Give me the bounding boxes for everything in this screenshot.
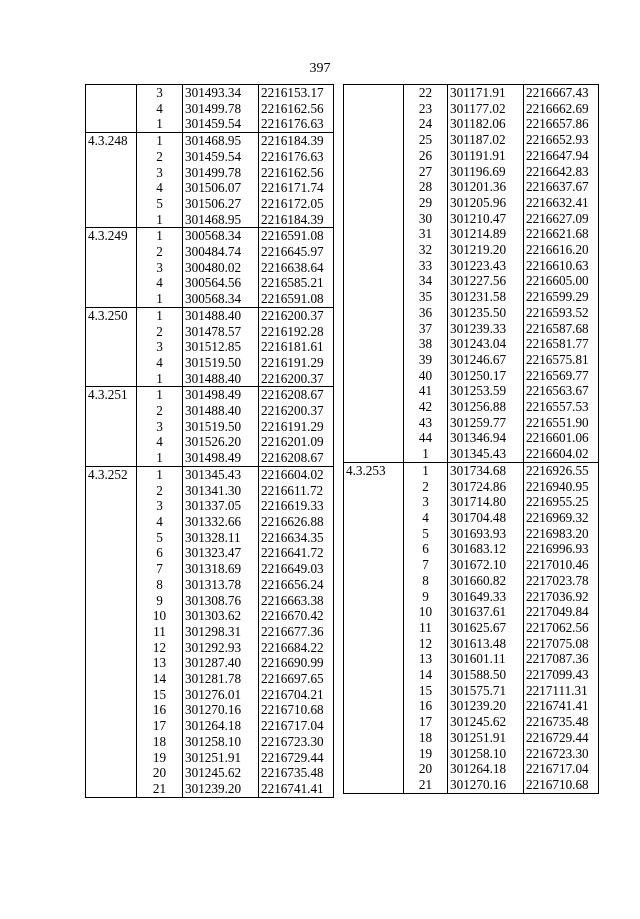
table-row: [344, 462, 599, 478]
point-number-cell: 4: [156, 275, 163, 291]
point-number-cell: 18: [418, 729, 433, 745]
x-coordinate-cell: 300564.56: [183, 275, 259, 291]
point-number-cell: 10: [418, 604, 433, 620]
x-coordinate-cell: 301625.67: [448, 620, 524, 636]
y-coordinate-cell: 2216649.03: [259, 561, 334, 577]
x-coordinate-cell: 301337.05: [183, 498, 259, 514]
y-coordinate-cell: 2216657.86: [524, 116, 599, 132]
y-coordinate-cell: 2216735.48: [259, 765, 334, 781]
y-coordinate-cell: 2216171.74: [259, 180, 334, 196]
x-coordinate-cell: 301264.18: [448, 761, 524, 777]
x-coordinate-cell: 301191.91: [448, 148, 524, 164]
x-coordinate-cell: 301253.59: [448, 383, 524, 399]
point-number-cell: 14: [418, 667, 433, 683]
point-number-cell: 7: [422, 557, 429, 573]
y-coordinate-cell: 2216996.93: [524, 541, 599, 557]
x-coordinate-cell: 301303.62: [183, 608, 259, 624]
x-coordinate-cell: 301171.91: [448, 85, 524, 101]
y-coordinate-cell: 2216184.39: [259, 133, 334, 149]
point-number-cell: 1: [137, 228, 183, 244]
x-coordinate-cell: 301270.16: [183, 702, 259, 718]
x-coordinate-cell: 301313.78: [183, 577, 259, 593]
point-number-cell: 32: [418, 242, 433, 258]
y-coordinate-cell: 2216983.20: [524, 526, 599, 542]
point-number-cell: 28: [418, 179, 433, 195]
point-number-cell: 33: [418, 257, 433, 273]
x-coordinate-cell: 301588.50: [448, 667, 524, 683]
y-coordinate-cell: 2216690.99: [259, 655, 334, 671]
point-number-cell: 26: [418, 147, 433, 163]
point-number-cell: 31: [418, 226, 433, 242]
y-coordinate-cell: 2217075.08: [524, 636, 599, 652]
point-number-cell: 25: [418, 132, 433, 148]
y-coordinate-cell: 2216593.52: [524, 305, 599, 321]
y-coordinate-cell: 2216677.36: [259, 624, 334, 640]
x-coordinate-cell: 301205.96: [448, 195, 524, 211]
x-coordinate-cell: 301246.67: [448, 352, 524, 368]
y-coordinate-cell: 2216729.44: [259, 750, 334, 766]
x-coordinate-cell: 301459.54: [183, 116, 259, 132]
section-number-cell: [344, 85, 404, 463]
x-coordinate-cell: 301328.11: [183, 530, 259, 546]
point-number-cell: 2: [156, 482, 163, 498]
y-coordinate-cell: 2216741.41: [259, 781, 334, 797]
point-number-cell: 21: [137, 781, 183, 797]
y-coordinate-cell: 2216208.67: [259, 450, 334, 466]
y-coordinate-cell: 2216641.72: [259, 545, 334, 561]
point-number-cell: 6: [156, 545, 163, 561]
y-coordinate-cell: 2216201.09: [259, 434, 334, 450]
point-number-cell: 12: [152, 639, 167, 655]
point-number-cell: 39: [418, 351, 433, 367]
y-coordinate-cell: 2216656.24: [259, 577, 334, 593]
x-coordinate-cell: 301498.49: [183, 450, 259, 466]
x-coordinate-cell: 301345.43: [183, 466, 259, 482]
point-number-cell: 1: [404, 446, 448, 462]
y-coordinate-cell: 2216601.06: [524, 430, 599, 446]
x-coordinate-cell: 301506.27: [183, 196, 259, 212]
point-number-cell: 35: [418, 289, 433, 305]
point-number-cell: 27: [418, 163, 433, 179]
x-coordinate-cell: 301478.57: [183, 324, 259, 340]
y-coordinate-cell: 2216634.35: [259, 530, 334, 546]
point-number-cell: 17: [152, 718, 167, 734]
y-coordinate-cell: 2216557.53: [524, 399, 599, 415]
point-number-cell: 43: [418, 414, 433, 430]
y-coordinate-cell: 2216717.04: [259, 718, 334, 734]
x-coordinate-cell: 300480.02: [183, 260, 259, 276]
y-coordinate-cell: 2217062.56: [524, 620, 599, 636]
x-coordinate-cell: 301519.50: [183, 355, 259, 371]
point-number-cell: 4: [156, 100, 163, 116]
point-number-cell: 4: [156, 354, 163, 370]
point-number-cell: 30: [418, 210, 433, 226]
y-coordinate-cell: 2216181.61: [259, 339, 334, 355]
x-coordinate-cell: 301281.78: [183, 671, 259, 687]
x-coordinate-cell: 301223.43: [448, 258, 524, 274]
y-coordinate-cell: 2216191.29: [259, 355, 334, 371]
y-coordinate-cell: 2216723.30: [259, 734, 334, 750]
point-number-cell: 1: [137, 371, 183, 387]
y-coordinate-cell: 2216647.94: [524, 148, 599, 164]
x-coordinate-cell: 301298.31: [183, 624, 259, 640]
y-coordinate-cell: 2216575.81: [524, 352, 599, 368]
x-coordinate-cell: 301499.78: [183, 101, 259, 117]
x-coordinate-cell: 301258.10: [183, 734, 259, 750]
x-coordinate-cell: 301259.77: [448, 415, 524, 431]
section-number-cell: 4.3.253: [344, 462, 404, 793]
x-coordinate-cell: 301177.02: [448, 101, 524, 117]
x-coordinate-cell: 301235.50: [448, 305, 524, 321]
point-number-cell: 19: [152, 749, 167, 765]
y-coordinate-cell: 2216710.68: [259, 702, 334, 718]
x-coordinate-cell: 301714.80: [448, 494, 524, 510]
point-number-cell: 29: [418, 194, 433, 210]
point-number-cell: 5: [156, 195, 163, 211]
x-coordinate-cell: 301493.34: [183, 85, 259, 101]
y-coordinate-cell: 2216621.68: [524, 226, 599, 242]
point-number-cell: 4: [156, 180, 163, 196]
table-row: [86, 228, 334, 244]
y-coordinate-cell: 2216723.30: [524, 746, 599, 762]
x-coordinate-cell: 301613.48: [448, 636, 524, 652]
x-coordinate-cell: 300568.34: [183, 228, 259, 244]
point-number-cell: 3: [156, 259, 163, 275]
section-number-cell: 4.3.252: [86, 466, 137, 797]
x-coordinate-cell: 301187.02: [448, 132, 524, 148]
y-coordinate-cell: 2216940.95: [524, 479, 599, 495]
point-number-cell: 1: [137, 450, 183, 466]
point-number-cell: 20: [418, 761, 433, 777]
x-coordinate-cell: 301332.66: [183, 514, 259, 530]
point-number-cell: 12: [418, 635, 433, 651]
y-coordinate-cell: 2216619.33: [259, 498, 334, 514]
coordinates-table-right: [343, 84, 599, 794]
point-number-cell: 22: [404, 85, 448, 101]
table-row: [86, 387, 334, 403]
point-number-cell: 7: [156, 561, 163, 577]
point-number-cell: 2: [156, 323, 163, 339]
x-coordinate-cell: 301182.06: [448, 116, 524, 132]
x-coordinate-cell: 301660.82: [448, 573, 524, 589]
x-coordinate-cell: 301693.93: [448, 526, 524, 542]
point-number-cell: 9: [422, 588, 429, 604]
point-number-cell: 4: [156, 434, 163, 450]
x-coordinate-cell: 300568.34: [183, 291, 259, 307]
y-coordinate-cell: 2216729.44: [524, 730, 599, 746]
section-number-cell: 4.3.248: [86, 133, 137, 228]
x-coordinate-cell: 301672.10: [448, 557, 524, 573]
y-coordinate-cell: 2216176.63: [259, 116, 334, 132]
point-number-cell: 3: [156, 498, 163, 514]
point-number-cell: 2: [422, 478, 429, 494]
y-coordinate-cell: 2216591.08: [259, 228, 334, 244]
y-coordinate-cell: 2216585.21: [259, 275, 334, 291]
section-number-cell: [86, 85, 137, 133]
y-coordinate-cell: 2216176.63: [259, 149, 334, 165]
point-number-cell: 3: [156, 164, 163, 180]
x-coordinate-cell: 301231.58: [448, 289, 524, 305]
section-number-cell: 4.3.251: [86, 387, 137, 467]
y-coordinate-cell: 2216684.22: [259, 640, 334, 656]
y-coordinate-cell: 2216591.08: [259, 291, 334, 307]
table-row: [86, 85, 334, 101]
x-coordinate-cell: 301323.47: [183, 545, 259, 561]
point-number-cell: 17: [418, 714, 433, 730]
x-coordinate-cell: 301245.62: [448, 714, 524, 730]
y-coordinate-cell: 2216569.77: [524, 368, 599, 384]
point-number-cell: 11: [419, 619, 432, 635]
point-number-cell: 36: [418, 304, 433, 320]
y-coordinate-cell: 2217049.84: [524, 604, 599, 620]
coordinates-table-left: [85, 84, 334, 798]
point-number-cell: 1: [137, 466, 183, 482]
x-coordinate-cell: 301512.85: [183, 339, 259, 355]
y-coordinate-cell: 2217023.78: [524, 573, 599, 589]
y-coordinate-cell: 2216604.02: [524, 446, 599, 462]
y-coordinate-cell: 2216581.77: [524, 336, 599, 352]
point-number-cell: 1: [137, 387, 183, 403]
y-coordinate-cell: 2217087.36: [524, 651, 599, 667]
x-coordinate-cell: 301270.16: [448, 777, 524, 793]
x-coordinate-cell: 301346.94: [448, 430, 524, 446]
x-coordinate-cell: 301210.47: [448, 211, 524, 227]
y-coordinate-cell: 2216162.56: [259, 165, 334, 181]
table-row: [344, 85, 599, 101]
point-number-cell: 3: [156, 339, 163, 355]
y-coordinate-cell: 2216184.39: [259, 212, 334, 228]
x-coordinate-cell: 301459.54: [183, 149, 259, 165]
x-coordinate-cell: 301724.86: [448, 479, 524, 495]
x-coordinate-cell: 301498.49: [183, 387, 259, 403]
point-number-cell: 1: [137, 212, 183, 228]
y-coordinate-cell: 2216208.67: [259, 387, 334, 403]
coordinates-table-body: [86, 85, 334, 798]
x-coordinate-cell: 301488.40: [183, 307, 259, 323]
y-coordinate-cell: 2216563.67: [524, 383, 599, 399]
point-number-cell: 37: [418, 320, 433, 336]
y-coordinate-cell: 2216587.68: [524, 321, 599, 337]
y-coordinate-cell: 2216642.83: [524, 164, 599, 180]
x-coordinate-cell: 301292.93: [183, 640, 259, 656]
y-coordinate-cell: 2216667.43: [524, 85, 599, 101]
point-number-cell: 9: [156, 592, 163, 608]
y-coordinate-cell: 2216704.21: [259, 687, 334, 703]
y-coordinate-cell: 2216969.32: [524, 510, 599, 526]
y-coordinate-cell: 2216697.65: [259, 671, 334, 687]
x-coordinate-cell: 301488.40: [183, 371, 259, 387]
x-coordinate-cell: 301488.40: [183, 403, 259, 419]
point-number-cell: 3: [156, 418, 163, 434]
y-coordinate-cell: 2216710.68: [524, 777, 599, 793]
point-number-cell: 38: [418, 336, 433, 352]
point-number-cell: 1: [137, 116, 183, 132]
x-coordinate-cell: 301256.88: [448, 399, 524, 415]
y-coordinate-cell: 2217111.31: [524, 683, 599, 699]
x-coordinate-cell: 301318.69: [183, 561, 259, 577]
x-coordinate-cell: 301345.43: [448, 446, 524, 462]
point-number-cell: 8: [156, 576, 163, 592]
y-coordinate-cell: 2216638.64: [259, 260, 334, 276]
x-coordinate-cell: 301468.95: [183, 133, 259, 149]
y-coordinate-cell: 2216610.63: [524, 258, 599, 274]
x-coordinate-cell: 301264.18: [183, 718, 259, 734]
point-number-cell: 6: [422, 541, 429, 557]
point-number-cell: 15: [152, 686, 167, 702]
point-number-cell: 18: [152, 733, 167, 749]
point-number-cell: 4: [156, 513, 163, 529]
point-number-cell: 40: [418, 367, 433, 383]
point-number-cell: 3: [137, 85, 183, 101]
point-number-cell: 3: [422, 494, 429, 510]
y-coordinate-cell: 2216153.17: [259, 85, 334, 101]
point-number-cell: 16: [418, 698, 433, 714]
point-number-cell: 34: [418, 273, 433, 289]
y-coordinate-cell: 2216200.37: [259, 403, 334, 419]
x-coordinate-cell: 301506.07: [183, 180, 259, 196]
x-coordinate-cell: 301601.11: [448, 651, 524, 667]
point-number-cell: 2: [156, 148, 163, 164]
y-coordinate-cell: 2217036.92: [524, 589, 599, 605]
y-coordinate-cell: 2216191.29: [259, 419, 334, 435]
point-number-cell: 19: [418, 745, 433, 761]
y-coordinate-cell: 2216605.00: [524, 273, 599, 289]
x-coordinate-cell: 301239.20: [183, 781, 259, 797]
y-coordinate-cell: 2216652.93: [524, 132, 599, 148]
point-number-cell: 14: [152, 671, 167, 687]
x-coordinate-cell: 301468.95: [183, 212, 259, 228]
point-number-cell: 13: [152, 655, 167, 671]
point-number-cell: 10: [152, 608, 167, 624]
y-coordinate-cell: 2217099.43: [524, 667, 599, 683]
x-coordinate-cell: 300484.74: [183, 244, 259, 260]
y-coordinate-cell: 2216645.97: [259, 244, 334, 260]
table-row: [86, 133, 334, 149]
point-number-cell: 2: [156, 244, 163, 260]
y-coordinate-cell: 2216670.42: [259, 608, 334, 624]
x-coordinate-cell: 301201.36: [448, 179, 524, 195]
point-number-cell: 1: [404, 462, 448, 478]
y-coordinate-cell: 2216551.90: [524, 415, 599, 431]
point-number-cell: 4: [422, 509, 429, 525]
point-number-cell: 13: [418, 651, 433, 667]
point-number-cell: 5: [156, 529, 163, 545]
y-coordinate-cell: 2216192.28: [259, 324, 334, 340]
x-coordinate-cell: 301683.12: [448, 541, 524, 557]
section-number-cell: 4.3.249: [86, 228, 137, 308]
point-number-cell: 24: [418, 116, 433, 132]
y-coordinate-cell: 2216626.88: [259, 514, 334, 530]
point-number-cell: 41: [418, 383, 433, 399]
y-coordinate-cell: 2216637.67: [524, 179, 599, 195]
x-coordinate-cell: 301196.69: [448, 164, 524, 180]
y-coordinate-cell: 2216599.29: [524, 289, 599, 305]
point-number-cell: 1: [137, 307, 183, 323]
point-number-cell: 8: [422, 572, 429, 588]
point-number-cell: 1: [137, 133, 183, 149]
y-coordinate-cell: 2216616.20: [524, 242, 599, 258]
y-coordinate-cell: 2216662.69: [524, 101, 599, 117]
y-coordinate-cell: 2216663.38: [259, 593, 334, 609]
point-number-cell: 2: [156, 403, 163, 419]
x-coordinate-cell: 301250.17: [448, 368, 524, 384]
y-coordinate-cell: 2216172.05: [259, 196, 334, 212]
x-coordinate-cell: 301704.48: [448, 510, 524, 526]
y-coordinate-cell: 2216632.41: [524, 195, 599, 211]
x-coordinate-cell: 301308.76: [183, 593, 259, 609]
x-coordinate-cell: 301287.40: [183, 655, 259, 671]
x-coordinate-cell: 301239.33: [448, 321, 524, 337]
y-coordinate-cell: 2216611.72: [259, 483, 334, 499]
table-row: [86, 307, 334, 323]
x-coordinate-cell: 301251.91: [448, 730, 524, 746]
y-coordinate-cell: 2216604.02: [259, 466, 334, 482]
x-coordinate-cell: 301239.20: [448, 698, 524, 714]
y-coordinate-cell: 2217010.46: [524, 557, 599, 573]
y-coordinate-cell: 2216627.09: [524, 211, 599, 227]
x-coordinate-cell: 301214.89: [448, 226, 524, 242]
point-number-cell: 16: [152, 702, 167, 718]
point-number-cell: 42: [418, 399, 433, 415]
y-coordinate-cell: 2216735.48: [524, 714, 599, 730]
x-coordinate-cell: 301258.10: [448, 746, 524, 762]
section-number-cell: 4.3.250: [86, 307, 137, 387]
x-coordinate-cell: 301219.20: [448, 242, 524, 258]
y-coordinate-cell: 2216955.25: [524, 494, 599, 510]
y-coordinate-cell: 2216717.04: [524, 761, 599, 777]
x-coordinate-cell: 301734.68: [448, 462, 524, 478]
x-coordinate-cell: 301341.30: [183, 483, 259, 499]
x-coordinate-cell: 301251.91: [183, 750, 259, 766]
table-row: [86, 466, 334, 482]
y-coordinate-cell: 2216200.37: [259, 371, 334, 387]
x-coordinate-cell: 301575.71: [448, 683, 524, 699]
point-number-cell: 11: [153, 623, 166, 639]
point-number-cell: 44: [418, 430, 433, 446]
x-coordinate-cell: 301519.50: [183, 419, 259, 435]
x-coordinate-cell: 301243.04: [448, 336, 524, 352]
x-coordinate-cell: 301276.01: [183, 687, 259, 703]
page-number: 397: [309, 61, 331, 76]
point-number-cell: 15: [418, 682, 433, 698]
x-coordinate-cell: 301227.56: [448, 273, 524, 289]
x-coordinate-cell: 301637.61: [448, 604, 524, 620]
y-coordinate-cell: 2216162.56: [259, 101, 334, 117]
x-coordinate-cell: 301526.20: [183, 434, 259, 450]
point-number-cell: 5: [422, 525, 429, 541]
x-coordinate-cell: 301245.62: [183, 765, 259, 781]
y-coordinate-cell: 2216741.41: [524, 698, 599, 714]
y-coordinate-cell: 2216926.55: [524, 462, 599, 478]
point-number-cell: 1: [137, 291, 183, 307]
coordinates-table-body: [344, 85, 599, 794]
point-number-cell: 21: [404, 777, 448, 793]
y-coordinate-cell: 2216200.37: [259, 307, 334, 323]
point-number-cell: 23: [418, 100, 433, 116]
x-coordinate-cell: 301649.33: [448, 589, 524, 605]
point-number-cell: 20: [152, 765, 167, 781]
x-coordinate-cell: 301499.78: [183, 165, 259, 181]
